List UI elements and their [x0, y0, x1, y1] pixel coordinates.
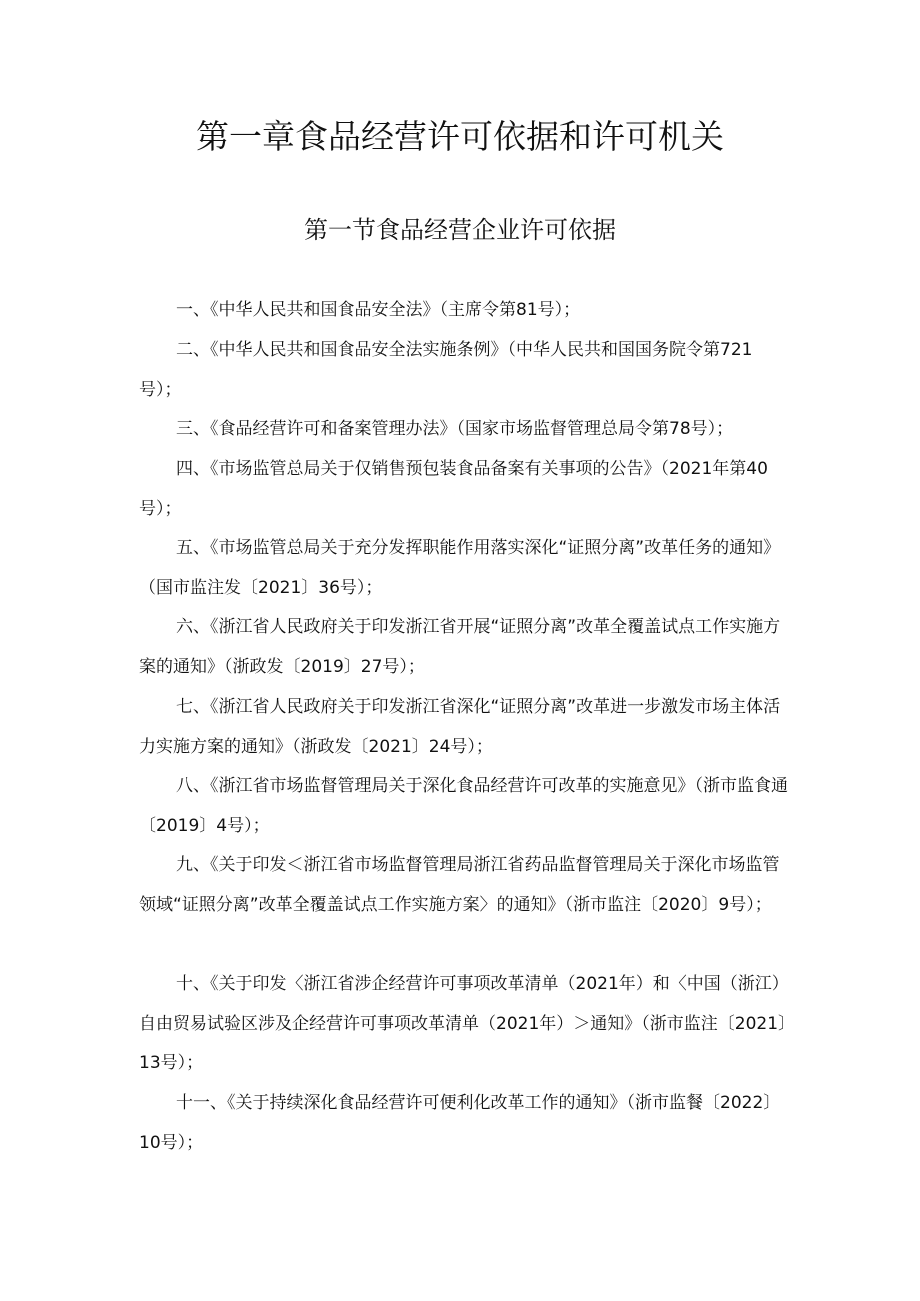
basis-item-6: 六、《浙江省人民政府关于印发浙江省开展“证照分离”改革全覆盖试点工作实施方案的通知》（浙政发〔2019〕27号）； [139, 617, 781, 677]
basis-item-2: 二、《中华人民共和国食品安全法实施条例》（中华人民共和国国务院令第721号）； [139, 340, 753, 400]
basis-item-3: 三、《食品经营许可和备案管理办法》（国家市场监督管理总局令第78号）； [176, 419, 734, 439]
basis-item-1: 一、《中华人民共和国食品安全法》（主席令第81号）； [176, 300, 581, 320]
basis-item-11: 十一、《关于持续深化食品经营许可便利化改革工作的通知》（浙市监餐〔2022〕10号）； [139, 1093, 781, 1153]
chapter-title: 第一章食品经营许可依据和许可机关 [196, 117, 724, 156]
basis-item-8: 八、《浙江省市场监督管理局关于深化食品经营许可改革的实施意见》（浙市监食通〔2019〕4号）； [139, 776, 788, 836]
basis-item-5: 五、《市场监管总局关于充分发挥职能作用落实深化“证照分离”改革任务的通知》（国市监注发〔2021〕36号）； [139, 538, 781, 598]
basis-item-10: 十、《关于印发〈浙江省涉企经营许可事项改革清单（2021年）和〈中国（浙江）自由贸易试验区涉及企经营许可事项改革清单（2021年）＞通知》（浙市监注〔2021〕13号）； [139, 974, 789, 1074]
section-title: 第一节食品经营企业许可依据 [304, 216, 616, 244]
basis-item-4: 四、《市场监管总局关于仅销售预包装食品备案有关事项的公告》（2021年第40号）； [139, 459, 768, 519]
basis-item-7: 七、《浙江省人民政府关于印发浙江省深化“证照分离”改革进一步激发市场主体活力实施方案的通知》（浙政发〔2021〕24号）； [139, 697, 781, 757]
basis-item-9: 九、《关于印发＜浙江省市场监督管理局浙江省药品监督管理局关于深化市场监管领域“证照分离”改革全覆盖试点工作实施方案〉的通知》（浙市监注〔2020〕9号）； [139, 855, 780, 915]
